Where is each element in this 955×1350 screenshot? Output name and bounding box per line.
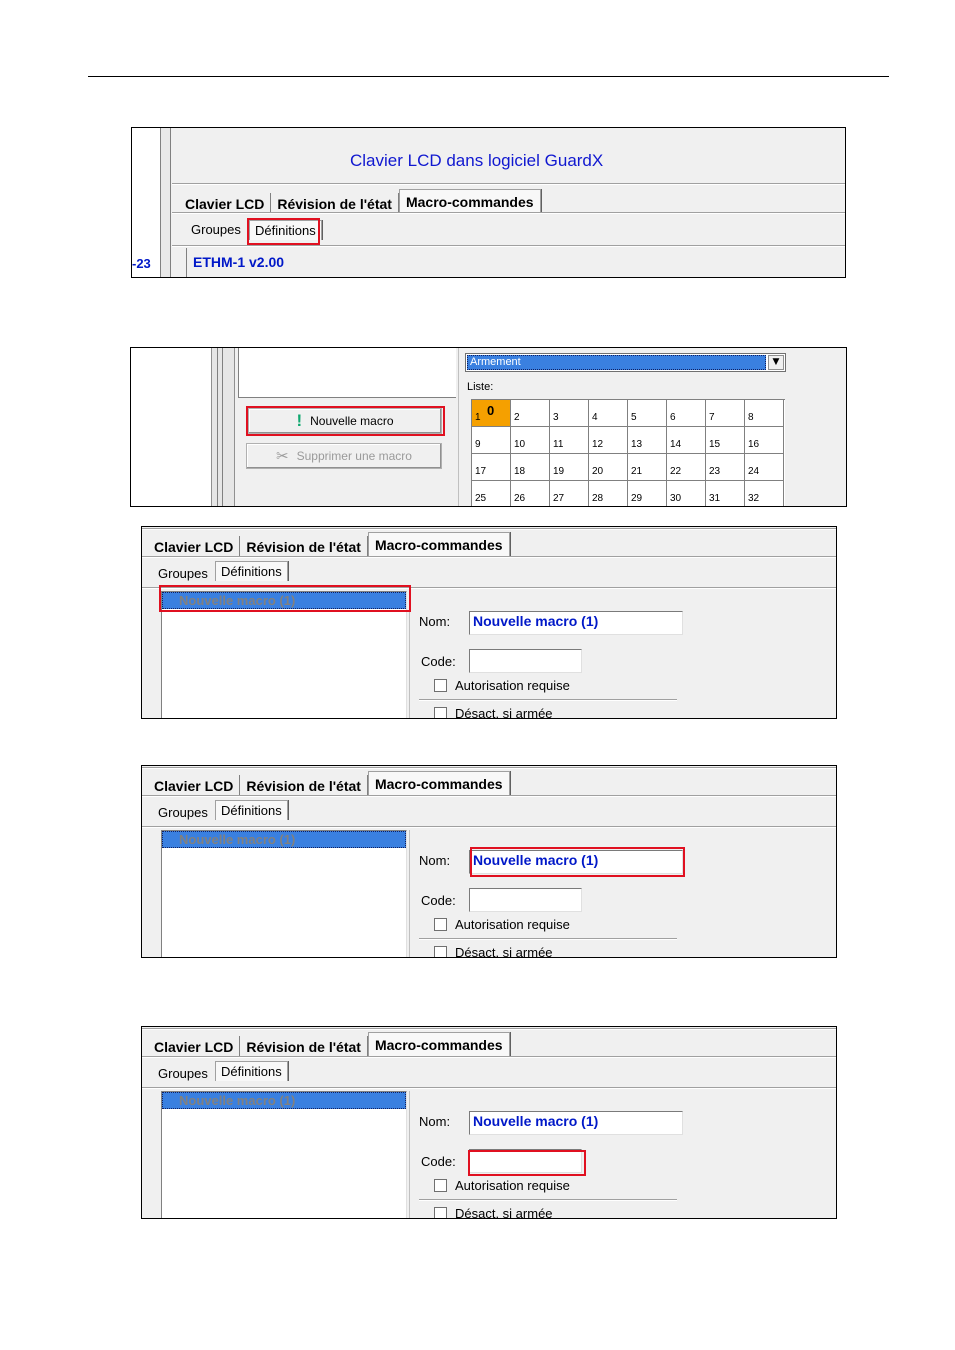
zone-cell[interactable]: 3 — [550, 400, 589, 427]
zone-cell[interactable]: 27 — [550, 481, 589, 507]
code-label: Code: — [421, 893, 456, 908]
code-label: Code: — [421, 654, 456, 669]
zone-cell[interactable]: 21 — [628, 454, 667, 481]
name-label: Nom: — [419, 1114, 451, 1129]
zone-cell[interactable]: 10 — [511, 427, 550, 454]
subtab-definitions[interactable]: Définitions — [249, 220, 322, 240]
definitions-highlight — [247, 218, 320, 245]
disable-if-armed-label: Désact. si armée — [455, 1206, 553, 1219]
tab-macro-commandes[interactable]: Macro-commandes — [399, 189, 541, 214]
subtab-groupes[interactable]: Groupes — [191, 222, 241, 237]
name-field-highlight — [470, 847, 685, 877]
zone-cell[interactable]: 16 — [745, 427, 784, 454]
list-label: Liste: — [467, 381, 494, 393]
main-tabbar — [179, 192, 541, 214]
zone-cell[interactable]: 7 — [706, 400, 745, 427]
macro-tree[interactable] — [238, 348, 456, 398]
zone-cell[interactable]: 28 — [589, 481, 628, 507]
main-tabbar — [148, 1035, 510, 1057]
tab-macro-commandes[interactable]: Macro-commandes — [368, 1032, 510, 1057]
main-tabbar — [148, 774, 510, 796]
macro-editor-window — [141, 765, 837, 958]
tab-macro-commandes[interactable]: Macro-commandes — [368, 532, 510, 557]
macro-code-input[interactable] — [469, 888, 582, 912]
authorization-checkbox[interactable] — [434, 918, 447, 931]
zone-cell[interactable]: 17 — [472, 454, 511, 481]
zone-cell[interactable]: 8 — [745, 400, 784, 427]
zone-cell[interactable]: 2 — [511, 400, 550, 427]
subtab-groupes[interactable]: Groupes — [158, 1066, 208, 1081]
chevron-down-icon[interactable]: ▼ — [768, 355, 784, 370]
authorization-label: Autorisation requise — [455, 1178, 570, 1193]
tab-clavier-lcd[interactable]: Clavier LCD — [148, 1036, 240, 1057]
authorization-checkbox[interactable] — [434, 1179, 447, 1192]
module-label: ETHM-1 v2.00 — [193, 254, 285, 270]
disable-if-armed-checkbox[interactable] — [434, 1207, 447, 1219]
list-item-highlight — [159, 585, 411, 612]
macro-list[interactable] — [161, 830, 407, 958]
zone-cell[interactable]: 25 — [472, 481, 511, 507]
window-title: Clavier LCD dans logiciel GuardX — [350, 151, 604, 170]
zone-cell[interactable]: 32 — [745, 481, 784, 507]
macro-list-item[interactable]: Nouvelle macro (1) — [162, 592, 406, 609]
authorization-label: Autorisation requise — [455, 917, 570, 932]
subtab-definitions[interactable]: Définitions — [215, 561, 288, 581]
macro-editor-window — [141, 526, 837, 719]
zone-cell[interactable]: 19 — [550, 454, 589, 481]
macro-name-input[interactable]: Nouvelle macro (1) — [469, 611, 683, 635]
dropdown-value: Armement — [467, 355, 766, 370]
tab-revision-etat[interactable]: Révision de l'état — [240, 1036, 368, 1057]
zone-cell[interactable]: 24 — [745, 454, 784, 481]
zone-cell[interactable]: 22 — [667, 454, 706, 481]
zone-value: 0 — [487, 403, 495, 418]
disable-if-armed-label: Désact. si armée — [455, 945, 553, 958]
authorization-label: Autorisation requise — [455, 678, 570, 693]
zone-cell[interactable]: 12 — [589, 427, 628, 454]
tab-macro-commandes[interactable]: Macro-commandes — [368, 771, 510, 796]
macro-list-item[interactable]: Nouvelle macro (1) — [162, 1092, 406, 1109]
zone-cell[interactable]: 11 — [550, 427, 589, 454]
macro-code-input[interactable] — [469, 649, 582, 673]
macro-buttons-panel — [130, 347, 847, 507]
macro-name-input[interactable]: Nouvelle macro (1) — [469, 850, 683, 874]
macro-list[interactable] — [161, 1091, 407, 1219]
name-label: Nom: — [419, 614, 451, 629]
tab-revision-etat[interactable]: Révision de l'état — [240, 775, 368, 796]
tab-revision-etat[interactable]: Révision de l'état — [240, 536, 368, 557]
zone-cell[interactable]: 15 — [706, 427, 745, 454]
exclamation-icon: ! — [296, 411, 303, 430]
zone-cell[interactable]: 29 — [628, 481, 667, 507]
macro-editor-window — [141, 1026, 837, 1219]
zone-cell[interactable]: 9 — [472, 427, 511, 454]
zone-cell[interactable]: 31 — [706, 481, 745, 507]
zone-cell[interactable]: 30 — [667, 481, 706, 507]
disable-if-armed-label: Désact. si armée — [455, 706, 553, 719]
zone-cell[interactable]: 5 — [628, 400, 667, 427]
zone-cell[interactable]: 18 — [511, 454, 550, 481]
tab-revision-etat[interactable]: Révision de l'état — [271, 193, 399, 214]
zone-cell[interactable]: 6 — [667, 400, 706, 427]
left-fragment-label: -23 — [132, 256, 151, 271]
subtab-definitions[interactable]: Définitions — [215, 800, 288, 820]
zone-cell[interactable]: 4 — [589, 400, 628, 427]
name-label: Nom: — [419, 853, 451, 868]
splitter[interactable] — [211, 348, 235, 507]
new-macro-button[interactable]: ! Nouvelle macro — [248, 408, 442, 434]
zone-cell[interactable]: 26 — [511, 481, 550, 507]
subtab-groupes[interactable]: Groupes — [158, 566, 208, 581]
splitter[interactable] — [161, 128, 171, 278]
disable-if-armed-checkbox[interactable] — [434, 707, 447, 719]
page-top-rule — [88, 76, 889, 77]
disable-if-armed-checkbox[interactable] — [434, 946, 447, 958]
code-field-highlight — [468, 1150, 586, 1176]
macro-type-dropdown[interactable] — [465, 353, 786, 372]
guardx-window-header — [131, 127, 846, 278]
tab-clavier-lcd[interactable]: Clavier LCD — [179, 193, 271, 214]
new-macro-highlight — [246, 406, 445, 436]
zone-cell[interactable]: 14 — [667, 427, 706, 454]
scissors-icon: ✂ — [276, 448, 289, 465]
zone-grid — [471, 399, 785, 507]
macro-name-input[interactable]: Nouvelle macro (1) — [469, 1111, 683, 1135]
tab-clavier-lcd[interactable]: Clavier LCD — [148, 536, 240, 557]
zone-cell[interactable]: 1 0 — [472, 400, 511, 427]
subtab-definitions[interactable]: Définitions — [215, 1061, 288, 1081]
delete-macro-button[interactable]: ✂ Supprimer une macro — [246, 443, 442, 469]
zone-cell[interactable]: 23 — [706, 454, 745, 481]
authorization-checkbox[interactable] — [434, 679, 447, 692]
main-tabbar — [148, 535, 510, 557]
zone-cell[interactable]: 20 — [589, 454, 628, 481]
tab-clavier-lcd[interactable]: Clavier LCD — [148, 775, 240, 796]
macro-list-item[interactable]: Nouvelle macro (1) — [162, 831, 406, 848]
subtab-groupes[interactable]: Groupes — [158, 805, 208, 820]
code-label: Code: — [421, 1154, 456, 1169]
zone-cell[interactable]: 13 — [628, 427, 667, 454]
